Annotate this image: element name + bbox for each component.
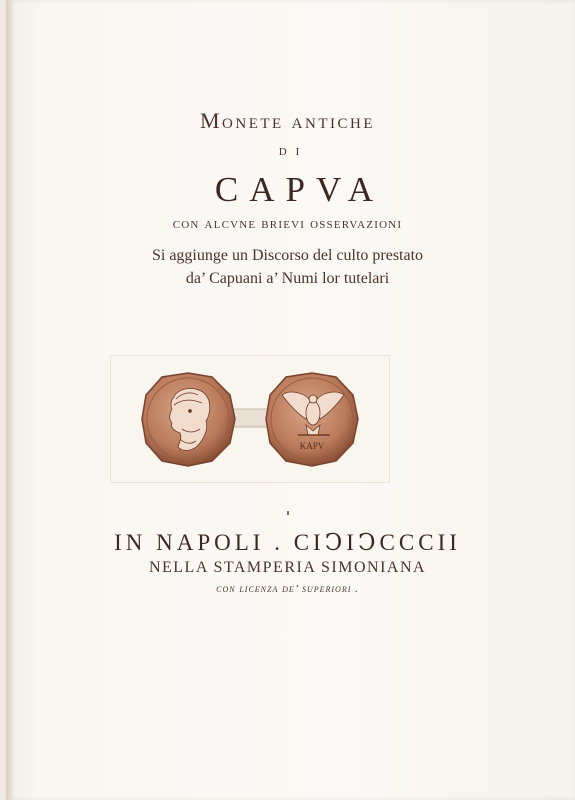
imprint-city-date: IN NAPOLI . CIↃIↃCCCII [114,530,461,555]
imprint-press: NELLA STAMPERIA SIMONIANA [148,559,427,576]
coin-engraving [140,369,360,469]
imprint-licence: con licenza de’ superiori . [216,583,359,595]
title-connector: di [278,143,309,159]
subtitle: con alcvne brievi osservazioni [172,216,403,232]
book-title: Monete antiche [199,108,376,133]
coin-legend: KAPV [299,441,325,451]
discourse-note-line-2: da’ Capuani a’ Numi lor tutelari [185,270,390,287]
city-name: CAPVA [214,170,385,209]
ink-speck [287,511,289,515]
reverse-coin [266,373,358,466]
obverse-coin [142,373,235,466]
discourse-note-line-1: Si aggiunge un Discorso del culto prestato [151,247,424,264]
